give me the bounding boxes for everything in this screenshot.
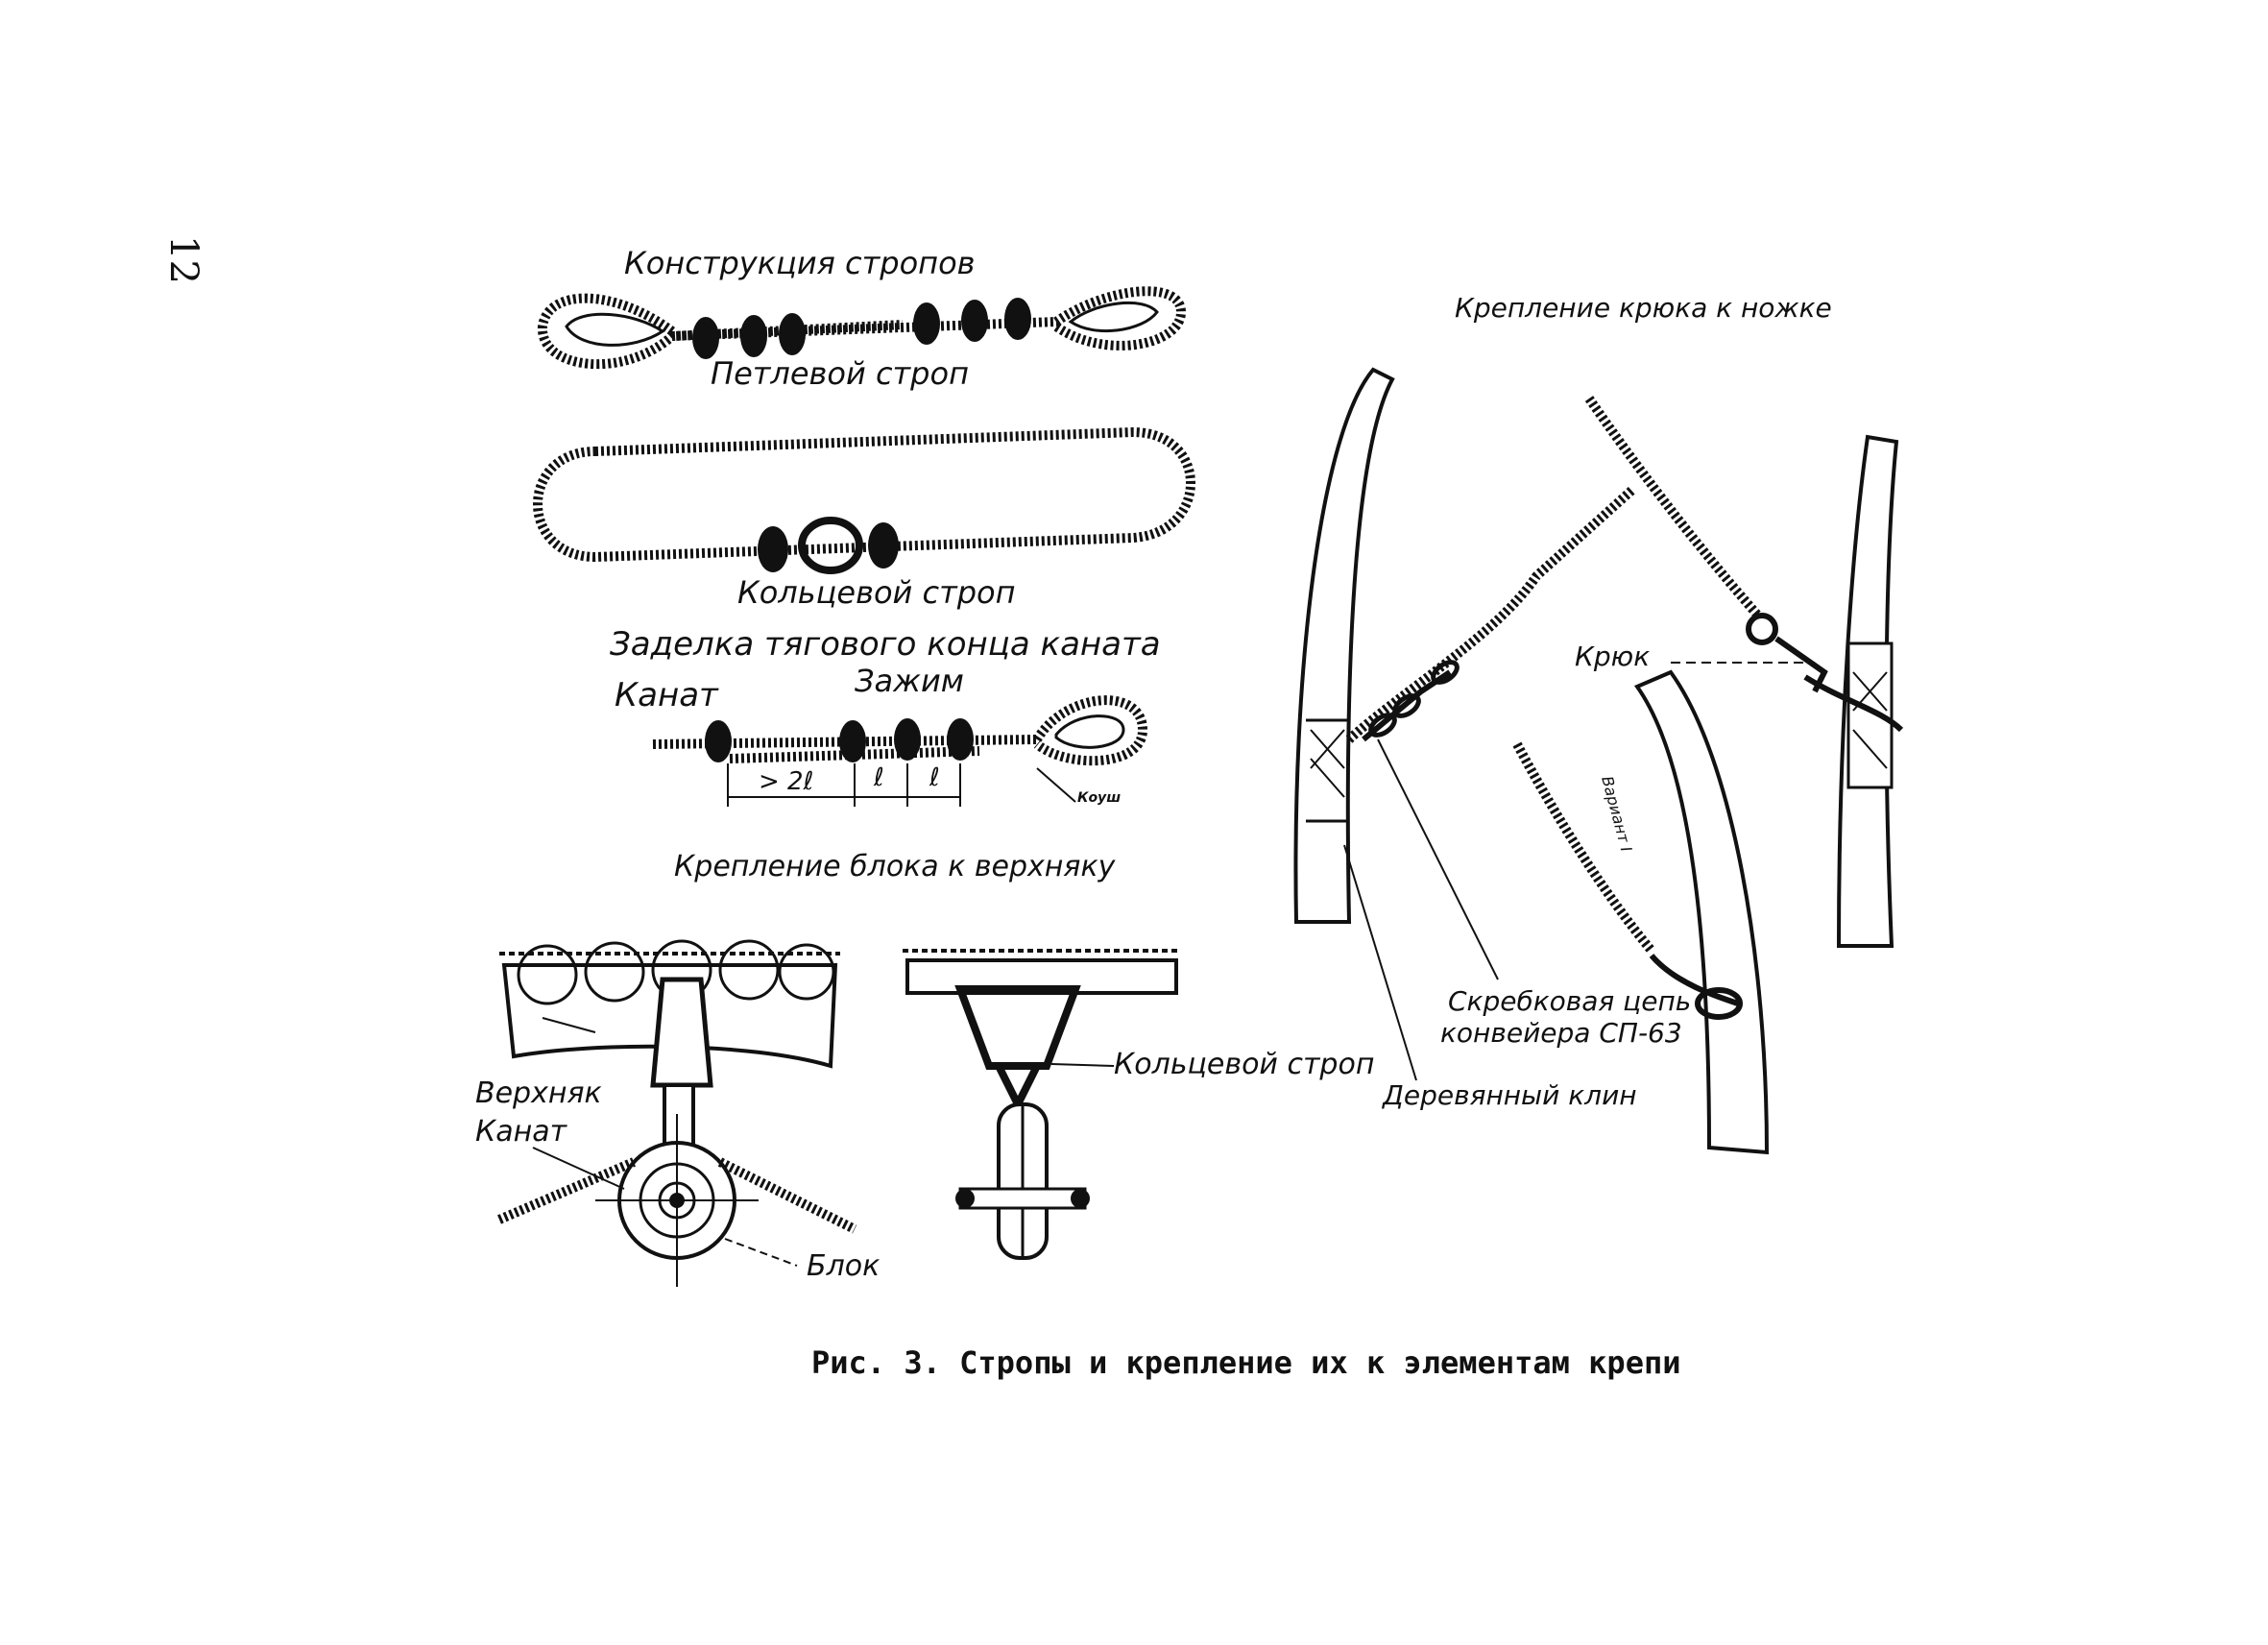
rope-end-drawing [653, 700, 1143, 807]
label-loop-sling: Петлевой строп [711, 355, 969, 392]
label-rope-2: Канат [475, 1115, 567, 1149]
label-scraper-chain-2: конвейера СП-63 [1440, 1017, 1682, 1049]
label-hook: Крюк [1575, 641, 1651, 672]
hook-mount-left [1295, 370, 1632, 1080]
page-number: 12 [161, 235, 205, 284]
loop-sling-drawing [543, 291, 1181, 364]
heading-block-mount: Крепление блока к верхняку [674, 850, 1116, 883]
label-block: Блок [807, 1249, 881, 1283]
dim-gt-2l: > 2ℓ [759, 767, 814, 796]
label-rotated-small: Вариант I [1598, 774, 1636, 855]
label-thimble: Коуш [1077, 790, 1122, 806]
block-front-drawing [903, 951, 1181, 1258]
heading-hook-mount: Крепление крюка к ножке [1455, 292, 1832, 324]
heading-rope-end: Заделка тягового конца каната [610, 625, 1161, 664]
label-scraper-chain-1: Скребковая цепь [1448, 985, 1692, 1017]
dim-l-2: ℓ [929, 763, 940, 792]
heading-sling-design: Конструкция стропов [624, 245, 976, 281]
label-top-beam: Верхняк [475, 1077, 602, 1110]
ring-sling-drawing [538, 432, 1191, 572]
label-ring-sling-2: Кольцевой строп [1114, 1048, 1375, 1081]
dim-l-1: ℓ [874, 763, 884, 792]
figure-caption: Рис. 3. Стропы и крепление их к элементам крепи [811, 1344, 1681, 1381]
label-clamp: Зажим [855, 663, 964, 699]
block-side-drawing [499, 941, 855, 1287]
label-wood-wedge: Деревянный клин [1383, 1079, 1637, 1111]
hook-mount-right [1589, 399, 1901, 946]
label-ring-sling: Кольцевой строп [737, 574, 1016, 611]
label-rope: Канат [615, 676, 718, 714]
